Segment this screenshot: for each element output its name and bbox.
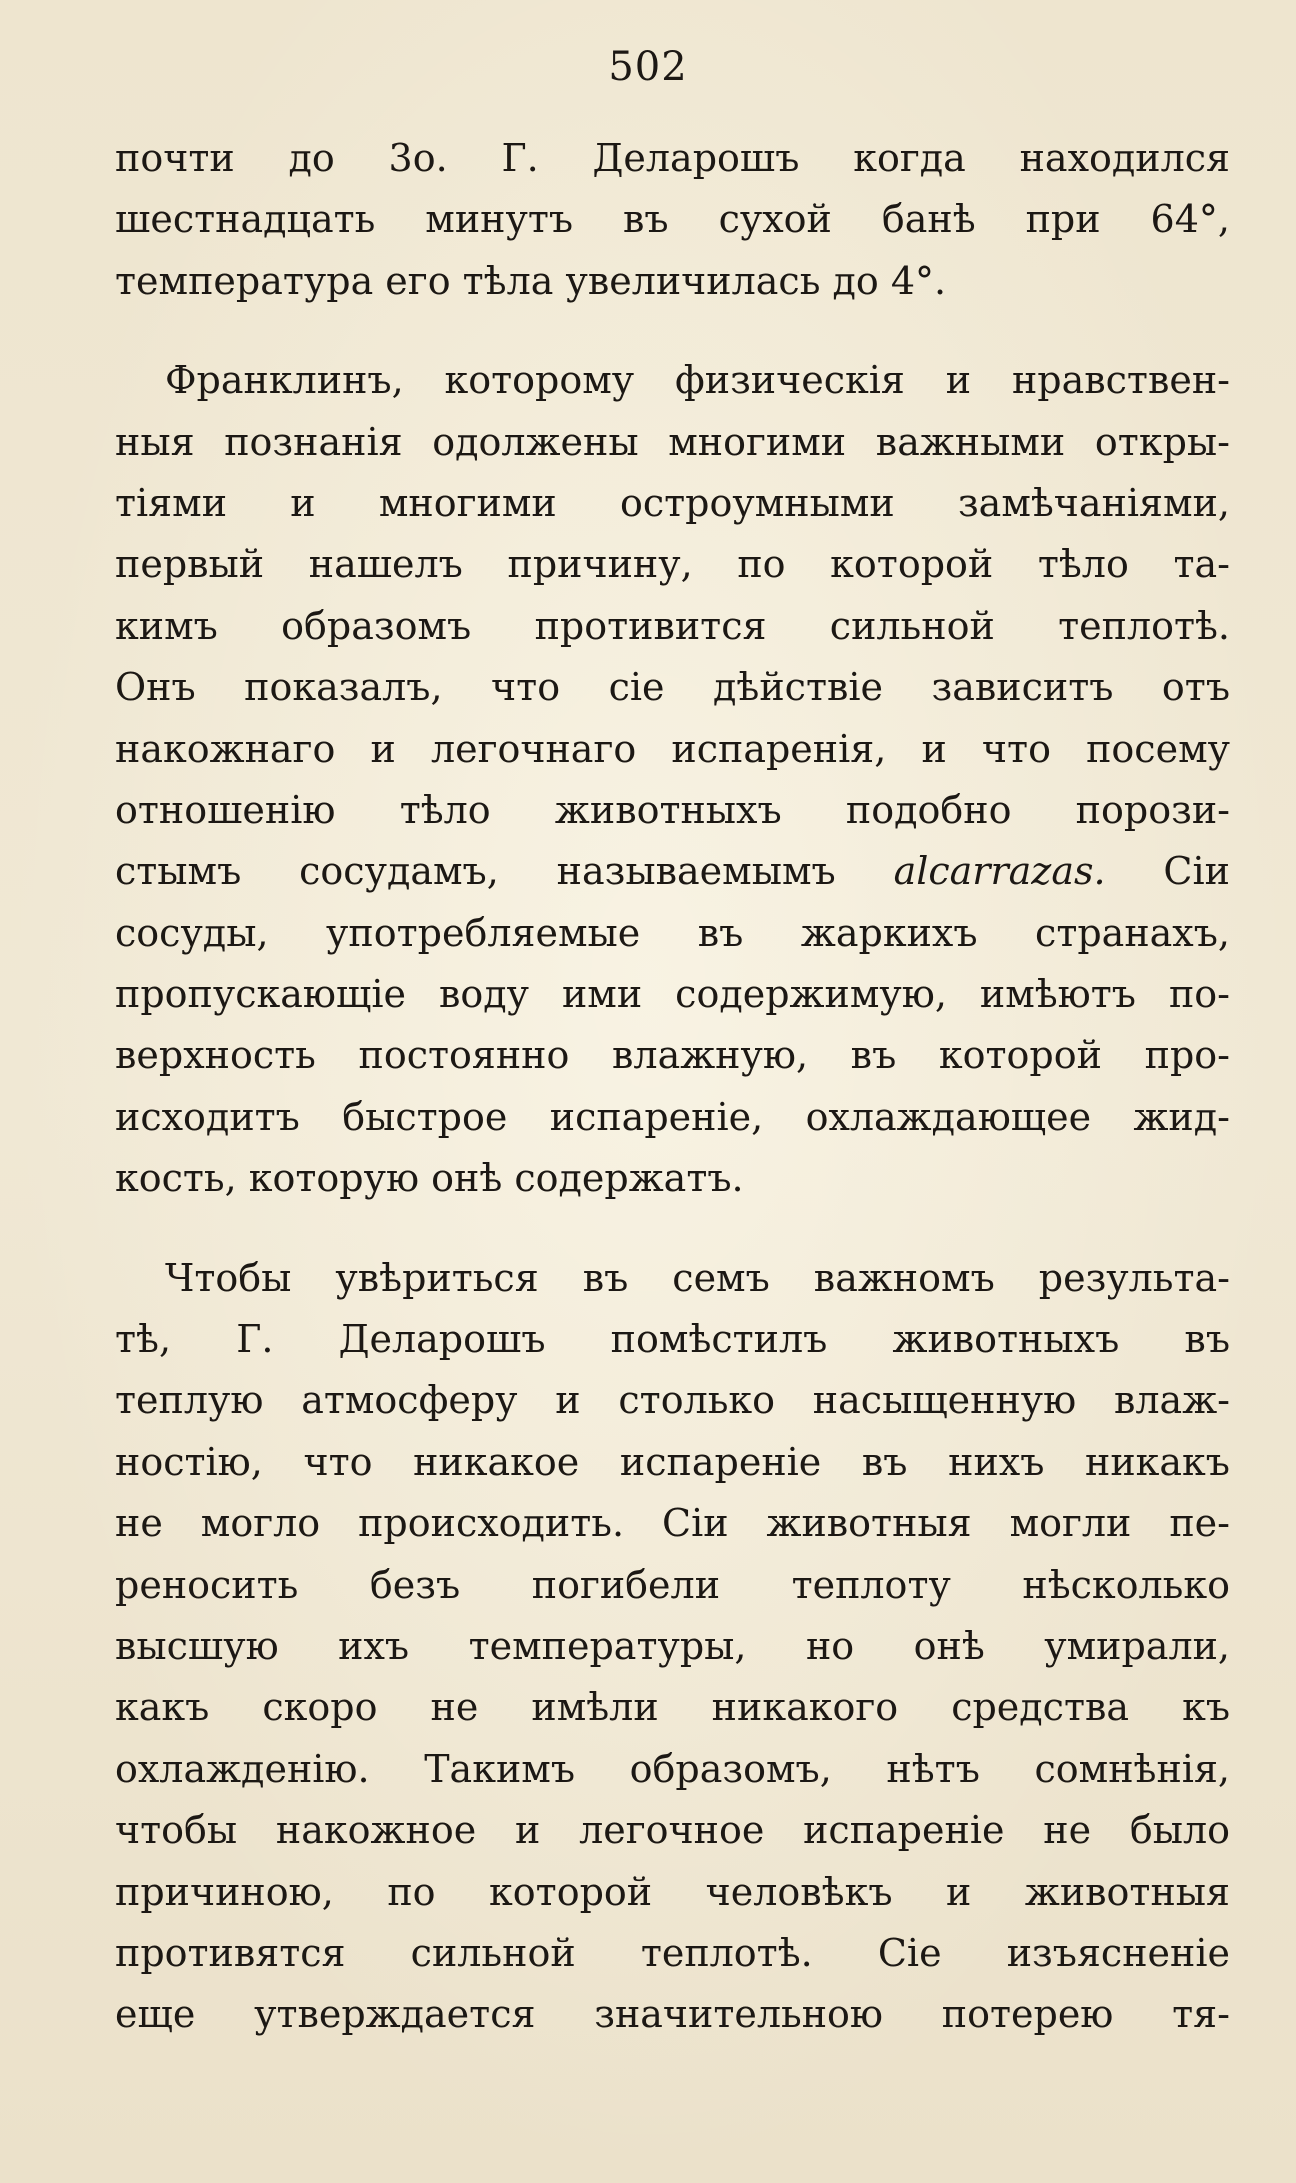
text-line: теплую атмосферу и столько насыщенную влаж- [115,1378,1230,1423]
text-line: Франклинъ, которому физическія и нравствен- [165,358,1230,403]
text-line: охлажденію. Такимъ образомъ, нѣтъ сомнѣнія, [115,1746,1230,1791]
text-line: высшую ихъ температуры, но онѣ умирали, [115,1623,1230,1668]
text-line: не могло происходить. Сіи животныя могли пе- [115,1501,1230,1546]
text-line: реносить безъ погибели теплоту нѣсколько [115,1562,1230,1607]
text-line: еще утверждается значительною потерею тя- [115,1992,1230,2037]
text-line: кость, которую онѣ содержатъ. [115,1156,744,1201]
text-line: шестнадцать минутъ въ сухой банѣ при 64°, [115,197,1230,242]
text-line: тіями и многими остроумными замѣчаніями, [115,480,1230,525]
paragraph-3 [115,1248,1230,2046]
text-line: первый нашелъ причину, по которой тѣло та- [115,542,1230,587]
text-line: причиною, по которой человѣкъ и животныя [115,1869,1230,1914]
text-line: чтобы накожное и легочное испареніе не было [115,1808,1230,1853]
text-line: противятся сильной теплотѣ. Сіе изъясненіе [115,1930,1230,1975]
text-line: исходитъ быстрое испареніе, охлаждающее жид- [115,1094,1230,1139]
page-number: 502 [608,44,688,90]
text-line: верхность постоянно влажную, въ которой про- [115,1033,1230,1078]
italic-term: alcarrazas. [893,849,1106,894]
text-segment: стымъ сосудамъ, называемымъ [115,849,836,894]
text-line-with-italic [115,841,1230,902]
paragraph-2 [115,350,1230,1209]
text-line: ныя познанія одолжены многими важными откры- [115,419,1230,464]
text-line: температура его тѣла увеличилась до 4°. [115,258,947,303]
text-line: почти до 3о. Г. Деларошъ когда находился [115,136,1230,180]
text-line: отношенію тѣло животныхъ подобно порози- [115,787,1230,832]
text-line: какъ скоро не имѣли никакого средства къ [115,1685,1230,1730]
text-line: кимъ образомъ противится сильной теплотѣ. [115,603,1230,648]
text-line: Чтобы увѣриться въ семъ важномъ результа- [165,1255,1230,1300]
text-line: тѣ, Г. Деларошъ помѣстилъ животныхъ въ [115,1317,1230,1362]
body-text [115,128,1230,2084]
text-line: пропускающіе воду ими содержимую, имѣютъ по- [115,972,1230,1017]
paragraph-1 [115,128,1230,312]
text-segment: Сіи [1163,849,1230,894]
text-line: сосуды, употребляемые въ жаркихъ странахъ, [115,910,1230,955]
text-line: ностію, что никакое испареніе въ нихъ никакъ [115,1439,1230,1484]
text-line: Онъ показалъ, что сіе дѣйствіе зависитъ отъ [115,665,1230,710]
text-line: накожнаго и легочнаго испаренія, и что посему [115,726,1230,771]
